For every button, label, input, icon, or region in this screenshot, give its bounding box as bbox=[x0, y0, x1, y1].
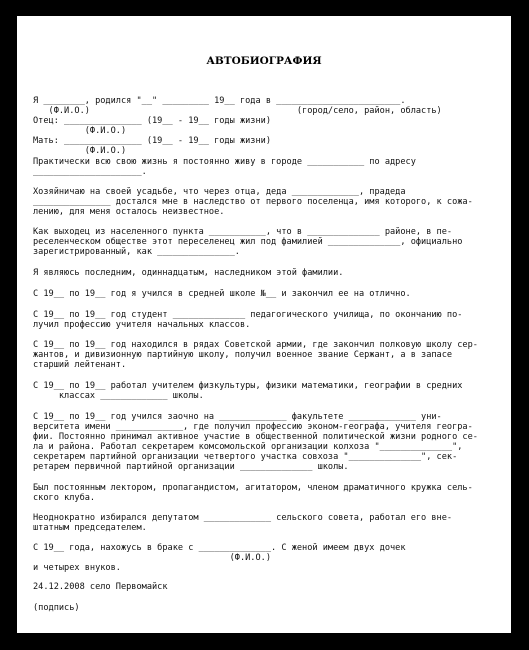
text-line: и четырех внуков. bbox=[33, 563, 121, 573]
text-line: _______________ достался мне в наследство от первого поселенца, имя которого, к сожа- bbox=[33, 197, 473, 207]
text-line: штатным председателем. bbox=[33, 523, 147, 533]
text-line: старший лейтенант. bbox=[33, 360, 127, 370]
document-page bbox=[17, 16, 511, 633]
text-line: лучил профессию учителя начальных классов. bbox=[33, 320, 251, 330]
text-line: (Ф.И.О.) bbox=[33, 146, 127, 156]
text-line: Неоднократно избирался депутатом _____________ сельского совета, работал его вне- bbox=[33, 513, 453, 523]
text-line: Я ________, родился "__" _________ 19__ года в ________________________. bbox=[33, 96, 406, 106]
text-line: Хозяйничаю на своей усадьбе, что через отца, деда _____________, прадеда bbox=[33, 187, 406, 197]
text-line: классах _____________ школы. bbox=[33, 391, 204, 401]
text-line: (Ф.И.О.) bbox=[33, 553, 271, 563]
text-line: С 19__ по 19__ год учился заочно на _____________ факультете _____________ уни- bbox=[33, 412, 442, 422]
text-line: С 19__ по 19__ работал учителем физкультуры, физики математики, географии в средних bbox=[33, 381, 463, 391]
text-line: Мать: _______________ (19__ - 19__ годы жизни) bbox=[33, 136, 271, 146]
document-title: АВТОБИОГРАФИЯ bbox=[206, 55, 322, 67]
text-line: С 19__ года, нахожусь в браке с ______________. С женой имеем двух дочек bbox=[33, 543, 406, 553]
text-line: Я являюсь последним, одиннадцатым, наследником этой фамилии. bbox=[33, 268, 344, 278]
text-line: Практически всю свою жизнь я постоянно живу в городе ___________ по адресу bbox=[33, 157, 416, 167]
text-line: (Ф.И.О.) bbox=[33, 126, 127, 136]
text-line: зарегистрированный, как _______________. bbox=[33, 247, 240, 257]
text-line: Был постоянным лектором, пропагандистом, агитатором, членом драматичного кружка сель- bbox=[33, 483, 473, 493]
text-line: С 19__ по 19__ год студент ______________ педагогического училища, по окончанию по- bbox=[33, 310, 463, 320]
text-line: жантов, и дивизионную партийную школу, получил военное звание Сержант, а в запасе bbox=[33, 350, 453, 360]
text-line: С 19__ по 19__ год находился в рядах Советской армии, где закончил полковую школу сер- bbox=[33, 340, 478, 350]
text-line: С 19__ по 19__ год я учился в средней школе №__ и закончил ее на отлично. bbox=[33, 289, 411, 299]
signature-label: (подпись) bbox=[33, 603, 80, 613]
text-line: _____________________. bbox=[33, 167, 147, 177]
text-line: ского клуба. bbox=[33, 493, 96, 503]
text-line: (Ф.И.О.) (город/село, район, область) bbox=[33, 106, 442, 116]
text-line: верситета имени _____________, где получил профессию эконом-географа, учителя геогра- bbox=[33, 422, 473, 432]
text-line: ла и района. Работал секретарем комсомольской организации колхоза "______________", bbox=[33, 442, 463, 452]
text-line: секретарем партийной организации четвертого участка совхоза "______________", сек- bbox=[33, 452, 458, 462]
text-line: Как выходец из населенного пункта ___________, что в ______________ районе, в пе- bbox=[33, 227, 453, 237]
text-line: Отец: _______________ (19__ - 19__ годы жизни) bbox=[33, 116, 271, 126]
text-line: ретарем первичной партийной организации ______________ школы. bbox=[33, 462, 349, 472]
text-line: реселенческом обществе этот переселенец жил под фамилией ______________, официально bbox=[33, 237, 463, 247]
text-line: лению, для меня осталось неизвестное. bbox=[33, 207, 225, 217]
text-line: фии. Постоянно принимал активное участие в общественной политической жизни родного се- bbox=[33, 432, 478, 442]
document-date-place: 24.12.2008 село Первомайск bbox=[33, 582, 168, 592]
